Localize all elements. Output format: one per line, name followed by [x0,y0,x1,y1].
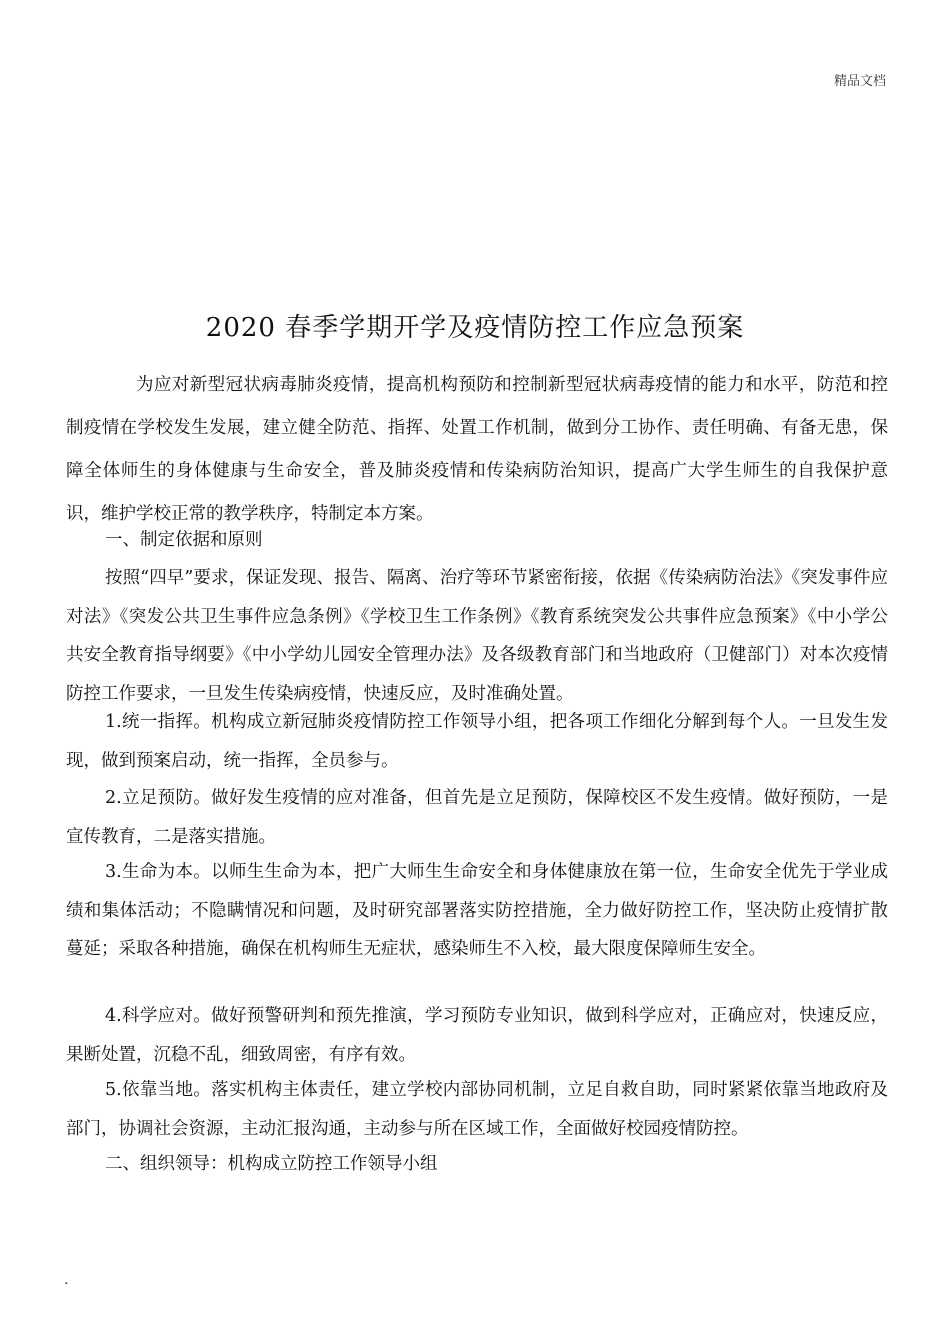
section-heading-organization: 二、组织领导：机构成立防控工作领导小组 [105,1154,438,1174]
header-watermark: 精品文档 [833,74,886,89]
footer-mark: . [64,1272,69,1288]
principle-item-3: 3.生命为本。以师生生命为本，把广大师生生命安全和身体健康放在第一位，生命安全优先于学业成绩和集体活动；不隐瞒情况和问题，及时研究部署落实防控措施，全力做好防控工作，坚决防止疫情扩散蔓延；采取各种措施，确保在机构师生无症状，感染师生不入校，最大限度保障师生安全。 [66,862,888,959]
document-title: 2020 春季学期开学及疫情防控工作应急预案 [205,313,745,343]
basis-paragraph: 按照“四早”要求，保证发现、报告、隔离、治疗等环节紧密衔接，依据《传染病防治法》《突发事件应对法》《突发公共卫生事件应急条例》《学校卫生工作条例》《教育系统突发公共事件应急预案》《中小学公共安全教育指导纲要》《中小学幼儿园安全管理办法》及各级教育部门和当地政府（卫健部门）对本次疫情防控工作要求，一旦发生传染病疫情，快速反应，及时准确处置。 [66,568,888,704]
principle-item-5: 5.依靠当地。落实机构主体责任，建立学校内部协同机制，立足自救自助，同时紧紧依靠当地政府及部门，协调社会资源，主动汇报沟通，主动参与所在区域工作，全面做好校园疫情防控。 [66,1080,888,1139]
principle-item-2: 2.立足预防。做好发生疫情的应对准备，但首先是立足预防，保障校区不发生疫情。做好预防，一是宣传教育，二是落实措施。 [66,788,888,847]
principle-item-1: 1.统一指挥。机构成立新冠肺炎疫情防控工作领导小组，把各项工作细化分解到每个人。一旦发生发现，做到预案启动，统一指挥，全员参与。 [66,712,888,771]
intro-paragraph: 为应对新型冠状病毒肺炎疫情，提高机构预防和控制新型冠状病毒疫情的能力和水平，防范和控制疫情在学校发生发展，建立健全防范、指挥、处置工作机制，做到分工协作、责任明确、有备无患，保障全体师生的身体健康与生命安全，普及肺炎疫情和传染病防治知识，提高广大学生师生的自我保护意识，维护学校正常的教学秩序，特制定本方案。 [66,375,888,524]
section-heading-basis: 一、制定依据和原则 [105,530,263,550]
principle-item-4: 4.科学应对。做好预警研判和预先推演，学习预防专业知识，做到科学应对，正确应对，快速反应，果断处置，沉稳不乱，细致周密，有序有效。 [66,1006,888,1065]
